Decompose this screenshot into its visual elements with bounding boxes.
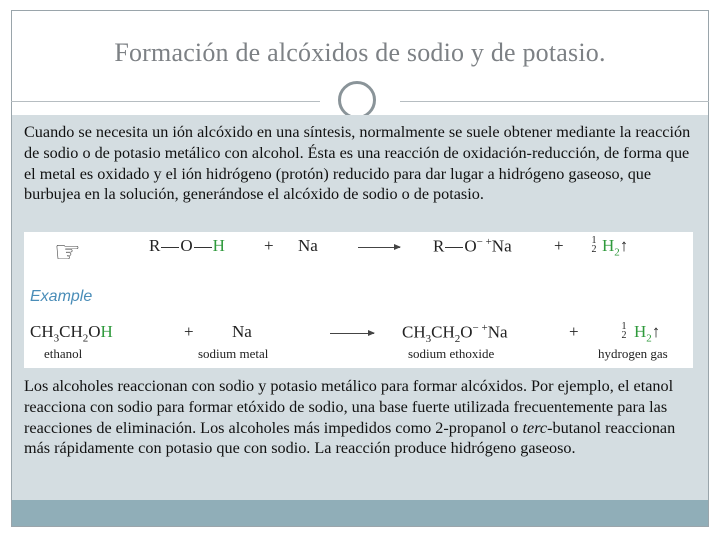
paragraph-alcohols (24, 376, 699, 459)
r-group: R (433, 236, 445, 256)
fraction-half (590, 236, 598, 254)
ethanol-formula (30, 322, 113, 344)
oxygen: O (464, 236, 477, 256)
hydrogen-gas (634, 322, 660, 344)
general-product (433, 236, 512, 257)
subscript: 3 (53, 332, 60, 345)
sodium: Na (491, 236, 512, 256)
label-sodium-ethoxide: sodium ethoxide (408, 346, 495, 361)
reaction-figure (24, 232, 693, 368)
numerator: 1 (621, 321, 627, 332)
paragraph-intro: Cuando se necesita un ión alcóxido en una síntesis, normalmente se suele obtener mediante la reacción de sodio o de potasio metálico con alcohol. Ésta es una reacción de oxidación-reducción, de forma que el metal es oxidado y el ión hidrógeno (protón) reducido para dar lugar a hidrógeno gaseoso, que burbujea en la solución, generándose el alcóxido de sodio o de potasio. (24, 123, 691, 204)
plus-sign: + (554, 236, 564, 255)
ch: CH (402, 322, 426, 342)
sodium: Na (232, 322, 252, 341)
charge: − + (476, 236, 492, 248)
footer-bar (12, 500, 708, 526)
charge: − + (472, 322, 488, 334)
subscript: 2 (646, 332, 652, 345)
label-ethanol: ethanol (44, 346, 83, 361)
subscript: 2 (454, 333, 461, 346)
plus-sign: + (264, 236, 274, 255)
ch: CH (30, 322, 54, 341)
circle-ornament-icon (338, 81, 376, 119)
oxygen: O (460, 322, 473, 342)
h-symbol: H (634, 322, 647, 341)
hydrogen: H (100, 322, 113, 341)
bond (161, 247, 179, 248)
subscript: 3 (425, 333, 432, 346)
paragraph-text-a: Los alcoholes reaccionan con sodio y potasio metálico para formar alcóxidos. Por ejemplo, el etanol reacciona con sodio para formar etóxido de sodio, una base fuerte utilizada frecuentemente para las reacciones de eliminación. Los alcoholes más impedidos como 2-propanol o (24, 377, 674, 437)
sodium: Na (487, 322, 508, 342)
up-arrow-icon: ↑ (651, 322, 661, 341)
reaction-arrow (358, 247, 400, 248)
pointing-hand-icon: ☞ (54, 236, 81, 269)
paragraph-italic-term: terc (522, 418, 548, 437)
numerator: 1 (591, 235, 597, 246)
oxygen: O (88, 322, 101, 341)
subscript: 2 (82, 332, 89, 345)
denominator: 2 (621, 330, 627, 341)
plus-sign: + (569, 322, 579, 341)
label-hydrogen-gas: hydrogen gas (598, 346, 668, 361)
sodium: Na (298, 236, 318, 255)
slide-title: Formación de alcóxidos de sodio y de potasio. (114, 38, 606, 67)
hydrogen: H (212, 236, 225, 255)
fraction-half (620, 322, 628, 340)
ethoxide-formula (402, 322, 508, 345)
general-reactant (149, 236, 225, 256)
reaction-arrow (330, 333, 374, 334)
bond (445, 247, 463, 248)
up-arrow-icon: ↑ (619, 236, 629, 255)
denominator: 2 (591, 244, 597, 255)
paragraph-text-b: -butanol reaccionan más rápidamente con potasio que con sodio. La reacción produce hidrógeno gaseoso. (24, 418, 676, 458)
ch: CH (431, 322, 455, 342)
ch: CH (59, 322, 83, 341)
label-sodium-metal: sodium metal (198, 346, 269, 361)
h-symbol: H (602, 236, 615, 255)
bond (194, 247, 212, 248)
plus-sign: + (184, 322, 194, 341)
example-label: Example (30, 288, 93, 305)
r-group: R (149, 236, 161, 255)
oxygen: O (180, 236, 193, 255)
subscript: 2 (614, 246, 620, 259)
hydrogen-gas (602, 236, 628, 258)
